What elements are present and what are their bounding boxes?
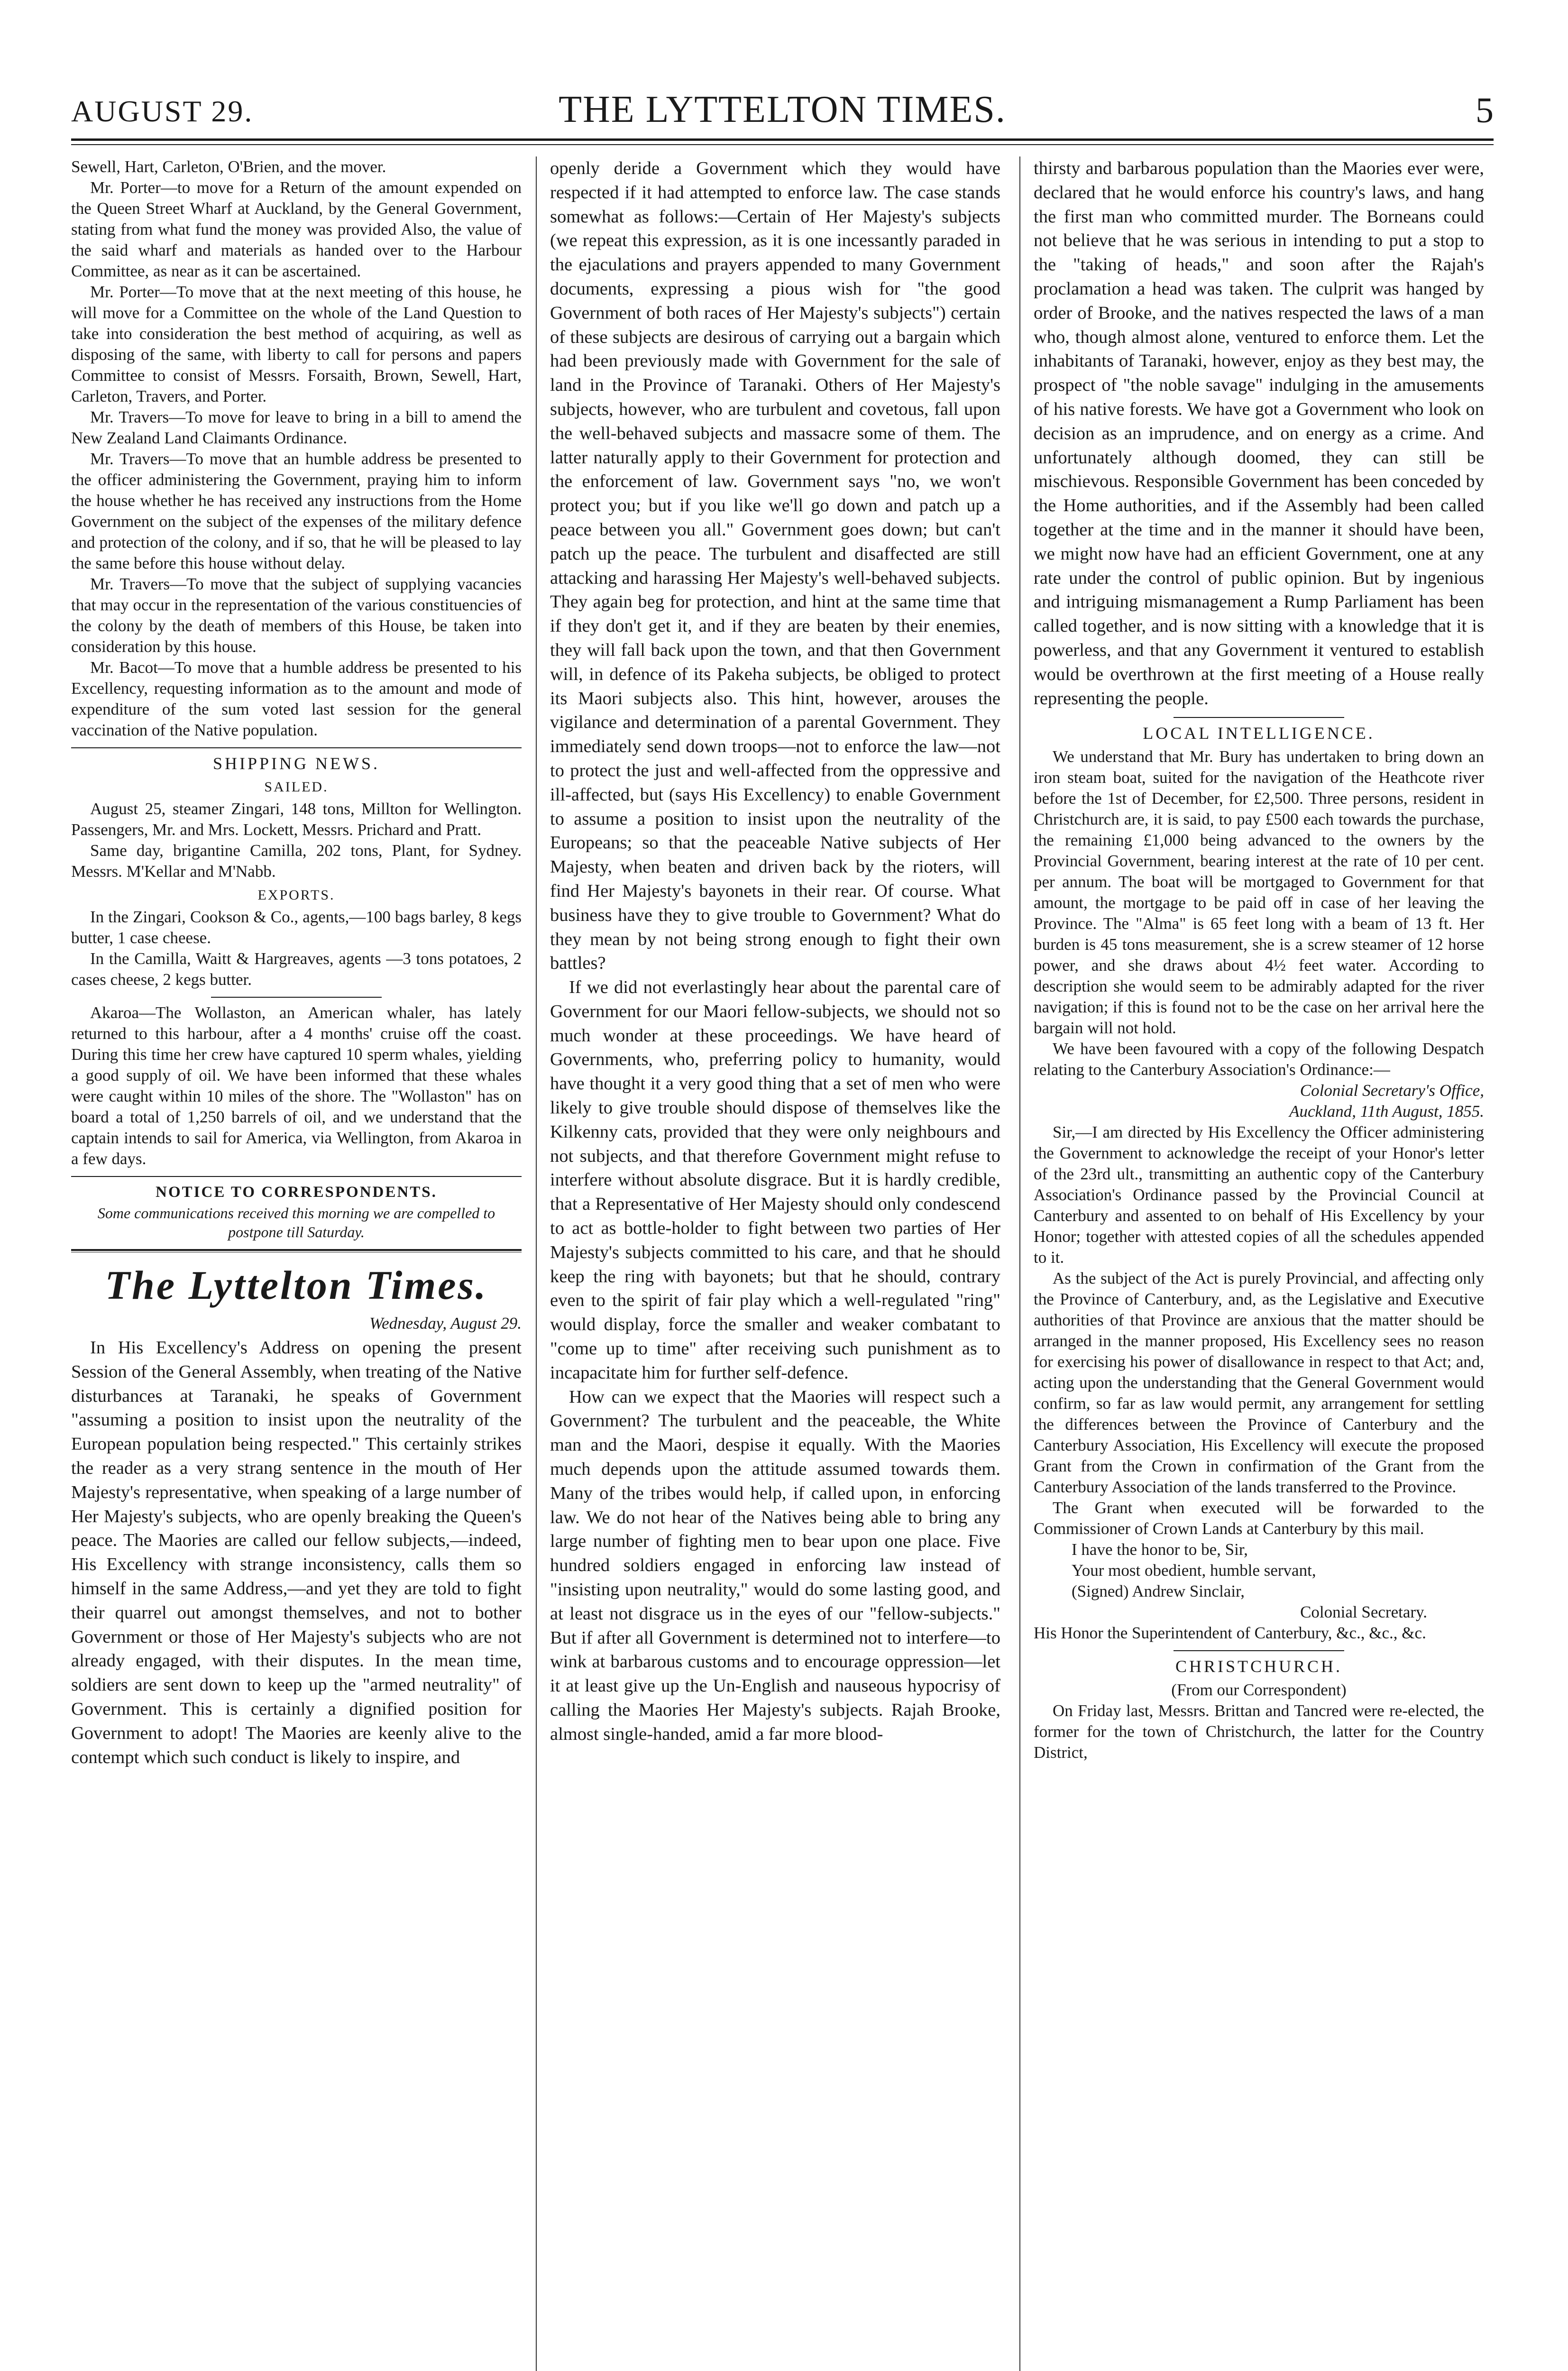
column-divider: [1019, 156, 1020, 2371]
exports-subheading: EXPORTS.: [257, 887, 335, 903]
letter-closing: Your most obedient, humble servant,: [1072, 1561, 1316, 1580]
letter-paragraph: The Grant when executed will be forwarded to the Commissioner of Crown Lands at Canterbury by this mail.: [1034, 1498, 1484, 1538]
section-rule: [71, 747, 522, 748]
shipping-news-heading: SHIPPING NEWS.: [212, 754, 380, 773]
editorial-title: The Lyttelton Times.: [105, 1262, 488, 1308]
short-rule: [211, 997, 382, 998]
letter-signature-title: Colonial Secretary.: [1300, 1603, 1427, 1622]
editorial-paragraph: How can we expect that the Maories will respect such a Government? The turbulent and the peaceable, the White man and the Maori, despise it equally. With the Maories much depends upon the attitude assumed towards them. Many of the tribes would help, if called upon, in enforcing law. We do not hear of the Natives being able to bring any large number of fighting men to bear upon one place. Five hundred soldiers engaged in enforcing law instead of "insisting upon neutrality," would do some lasting good, and at least not disgrace us in the eyes of our "fellow-subjects." But if after all Government is determined not to interfere—to wink at barbarous customs and to encourage oppression—let it at least give up the Un-English and nauseous hypocrisy of calling the Maories Her Majesty's subjects. Rajah Brooke, almost single-handed, amid a far more blood-: [550, 1387, 1000, 1744]
letter-paragraph: As the subject of the Act is purely Provincial, and affecting only the Province of Canterbury, and, as the Legislative and Executive authorities of that Province are anxious that the matter should be arranged in the manner proposed, His Excellency sees no reason for exercising his power of disallowance in respect to that Act; and, acting upon the understanding that the General Government would confirm, so far as law would permit, any arrangement for settling the differences between the Province of Canterbury and the Canterbury Association, His Excellency will execute the proposed Grant from the Crown in confirmation of the Grant from the Canterbury Association of the lands transferred to the Province.: [1034, 1269, 1484, 1497]
office-line: Colonial Secretary's Office,: [1300, 1081, 1484, 1100]
column-1: [71, 156, 522, 2371]
column-3: [1034, 156, 1484, 2371]
paragraph: August 25, steamer Zingari, 148 tons, Millton for Wellington. Passengers, Mr. and Mrs. Lockett, Messrs. Prichard and Pratt.: [71, 800, 522, 839]
issue-date: AUGUST 29.: [71, 94, 254, 128]
letter-signature: (Signed) Andrew Sinclair,: [1072, 1582, 1245, 1601]
masthead-rule: [71, 138, 1494, 141]
section-rule: [71, 1249, 522, 1251]
letter-closing: I have the honor to be, Sir,: [1072, 1540, 1248, 1559]
letter-addressee: His Honor the Superintendent of Canterbury, &c., &c., &c.: [1034, 1624, 1426, 1643]
newspaper-page: [71, 85, 1494, 2371]
paragraph: Mr. Travers—To move that the subject of supplying vacancies that may occur in the representation of the various constituencies of the colony by the death of members of this House, be taken into consideration by this house.: [71, 575, 522, 656]
column-2: [550, 156, 1000, 2371]
short-rule: [1174, 717, 1344, 718]
notice-heading: NOTICE TO CORRESPONDENTS.: [156, 1184, 437, 1201]
paragraph: On Friday last, Messrs. Brittan and Tancred were re-elected, the former for the town of Christchurch, the latter for the Country District,: [1034, 1701, 1484, 1762]
christchurch-subheading: (From our Correspondent): [1171, 1681, 1347, 1700]
paragraph: In the Camilla, Waitt & Hargreaves, agents —3 tons potatoes, 2 cases cheese, 2 kegs butter.: [71, 949, 522, 989]
paragraph: We have been favoured with a copy of the following Despatch relating to the Canterbury Association's Ordinance:—: [1034, 1039, 1484, 1079]
letter-paragraph: Sir,—I am directed by His Excellency the Officer administering the Government to acknowledge the receipt of your Honor's letter of the 23rd ult., transmitting an authentic copy of the Canterbury Association's Ordinance passed by the Provincial Council at Canterbury and assented to on behalf of His Excellency by your Honor; together with attested copies of all the schedules appended to it.: [1034, 1123, 1484, 1267]
editorial-dateline: Wednesday, August 29.: [369, 1314, 522, 1333]
editorial-paragraph: openly deride a Government which they would have respected if it had attempted to enforce law. The case stands somewhat as follows:—Certain of Her Majesty's subjects (we repeat this expression, as it is one incessantly paraded in the ejaculations and prayers appended to many Government documents, expressing a pious wish for "the good Government of both races of Her Majesty's subjects") certain of these subjects are desirous of carrying out a bargain which had been previously made with Government for the sale of land in the Province of Taranaki. Others of Her Majesty's subjects, however, who are turbulent and covetous, fall upon the well-behaved subjects and massacre some of them. The latter naturally apply to their Government for protection and the enforcement of law. Government says "no, we won't protect you; but if you like we'll go down and patch up a peace between you all." Government goes down; but can't patch up the peace. The turbulent and disaffected are still attacking and harassing Her Majesty's well-behaved subjects. They again beg for protection, and hint at the same time that if they don't get it, and if they are beaten by their enemies, they will fall back upon the town, and that then Government will, in defence of its Pakeha subjects, be obliged to protect its Maori subjects also. This hint, however, arouses the vigilance and determination of a parental Government. They immediately send down troops—not to enforce the law—not to protect the just and well-affected from the oppressive and ill-affected, but (says His Excellency) to enable Government to assume a position to insist upon the neutrality of the Europeans; so that the peaceable Native subjects of Her Majesty, when beaten and driven back by the rioters, will find Her Majesty's bayonets in their rear. Of course. What business have they to give trouble to Government? What do they mean by not being strong enough to fight their own battles?: [550, 158, 1000, 974]
paragraph: Akaroa—The Wollaston, an American whaler, has lately returned to this harbour, after a 4 months' cruise off the coast. During this time her crew have captured 10 sperm whales, yielding a good supply of oil. We have been informed that these whales were caught within 10 miles of the shore. The "Wollaston" has on board a total of 1,250 barrels of oil, and we understand that the captain intends to sail for America, via Wellington, from Akaroa in a few days.: [71, 1003, 522, 1168]
notice-body: Some communications received this morning we are compelled to postpone till Saturday.: [97, 1204, 495, 1241]
christchurch-heading: CHRISTCHURCH.: [1175, 1657, 1343, 1676]
masthead-rule-thin: [71, 144, 1494, 145]
column-divider: [536, 156, 537, 2371]
paragraph: In the Zingari, Cookson & Co., agents,—100 bags barley, 8 kegs butter, 1 case cheese.: [71, 908, 522, 947]
editorial-paragraph: In His Excellency's Address on opening the present Session of the General Assembly, when treating of the Native disturbances at Taranaki, he speaks of Government "assuming a position to insist upon the neutrality of the European population being respected." This certainly strikes the reader as a very strang sentence in the mouth of Her Majesty's representative, when speaking of a large number of Her Majesty's subjects, who are openly breaking the Queen's peace. The Maories are called our fellow subjects,—indeed, His Excellency with strange inconsistency, calls them so himself in the same Address,—and yet they are told to fight their quarrel out amongst themselves, and not to bother Government or those of Her Majesty's subjects who are not already engaged, with their disputes. In the mean time, soldiers are sent down to keep up the "armed neutrality" of Government. This is certainly a dignified position for Government to adopt! The Maories are keenly alive to the contempt which such conduct is likely to inspire, and: [71, 1338, 522, 1767]
page-number: 5: [1476, 91, 1494, 130]
paragraph: Mr. Travers—To move for leave to bring in a bill to amend the New Zealand Land Claimants Ordinance.: [71, 408, 522, 447]
paragraph: Mr. Travers—To move that an humble address be presented to the officer administering the Government, praying him to inform the house whether he has received any instructions from the Home Government on the subject of the expenses of the military defence and protection of the colony, and if so, that he will be pleased to lay the same before this house without delay.: [71, 450, 522, 572]
newspaper-title: THE LYTTELTON TIMES.: [559, 89, 1006, 130]
sailed-subheading: SAILED.: [264, 779, 329, 795]
section-rule: [71, 1176, 522, 1177]
local-intelligence-section: [1034, 723, 1484, 1763]
editorial-paragraph: thirsty and barbarous population than the Maories ever were, declared that he would enforce his country's laws, and hang the first man who committed murder. The Borneans could not believe that he was serious in intending to put a stop to the "taking of heads," and soon after the Rajah's proclamation a head was taken. The culprit was hanged by order of Brooke, and the natives respected the laws of a man who, though almost alone, ventured to enforce them. Let the inhabitants of Taranaki, however, enjoy as they best may, the prospect of "the noble savage" indulging in the amusements of his native forests. We have got a Government who look on decision as an imprudence, and on energy as a crime. And unfortunately although doomed, they can still be mischievous. Responsible Government has been conceded by the Home authorities, and if the Assembly had been called together at the time and in the manner it should have been, we might now have had an efficient Government, one at any rate under the control of public opinion. But by ingenious and intriguing mismanagement a Rump Parliament has been called together, and is now sitting with a knowledge that it is powerless, and that any Government it ventured to establish would be overthrown at the first meeting of a House really representing the people.: [1034, 158, 1484, 708]
paragraph: Mr. Bacot—To move that a humble address be presented to his Excellency, requesting information as to the amount and mode of expenditure of the sum voted last session for the general vaccination of the Native population.: [71, 658, 522, 739]
short-rule: [1174, 1650, 1344, 1651]
office-date-line: Auckland, 11th August, 1855.: [1289, 1102, 1484, 1121]
paragraph: Same day, brigantine Camilla, 202 tons, Plant, for Sydney. Messrs. M'Kellar and M'Nabb.: [71, 841, 522, 881]
paragraph: Mr. Porter—to move for a Return of the amount expended on the Queen Street Wharf at Auckland, by the General Government, stating from what fund the money was provided Also, the value of the said wharf and materials as handed over to the Harbour Committee, as near as it can be ascertained.: [71, 178, 522, 280]
editorial-paragraph: If we did not everlastingly hear about the parental care of Government for our Maori fellow-subjects, we should not so much wonder at these proceedings. We have heard of Governments, who, preferring policy to humanity, would have thought it a very good thing that a set of men who were likely to give trouble should dispose of themselves like the Kilkenny cats, provided that they were only neighbours and not subjects, and that therefore Government might refuse to interfere without absolute disgrace. But it is hardly credible, that a Representative of Her Majesty should only condescend to act as bottle-holder to fight between two parties of Her Majesty's subjects committed to his care, and that he should keep the ring with bayonets; but that he should, contrary even to the spirit of fair play which a well-regulated "ring" would display, force the smaller and weaker combatant to "come up to time" after receiving such punishment as to incapacitate him for further self-defence.: [550, 977, 1000, 1383]
paragraph: Mr. Porter—To move that at the next meeting of this house, he will move for a Committee on the whole of the Land Question to take into consideration the best method of acquiring, as well as disposing of the same, with liberty to call for persons and papers Committee to consist of Messrs. Forsaith, Brown, Sewell, Hart, Carleton, Travers, and Porter.: [71, 283, 522, 405]
paragraph: Sewell, Hart, Carleton, O'Brien, and the mover.: [71, 157, 386, 176]
local-intelligence-heading: LOCAL INTELLIGENCE.: [1143, 724, 1375, 743]
paragraph: We understand that Mr. Bury has undertaken to bring down an iron steam boat, suited for the navigation of the Heathcote river before the 1st of December, for £2,500. Three persons, resident in Christchurch are, it is said, to pay £500 each towards the purchase, the remaining £1,000 being advanced to the owners by the Provincial Government, bearing interest at the rate of 10 per cent. per annum. The boat will be mortgaged to Government for that amount, the mortgage to be paid off in case of her leaving the Province. The "Alma" is 65 feet long with a beam of 13 ft. Her burden is 45 tons measurement, she is a screw steamer of 12 horse power, and she draws about 4½ feet water. According to description she would seem to be admirably adapted for the river navigation; if this is found not to be the case on her arrival here the bargain will not hold.: [1034, 747, 1484, 1038]
masthead: [71, 85, 1494, 138]
